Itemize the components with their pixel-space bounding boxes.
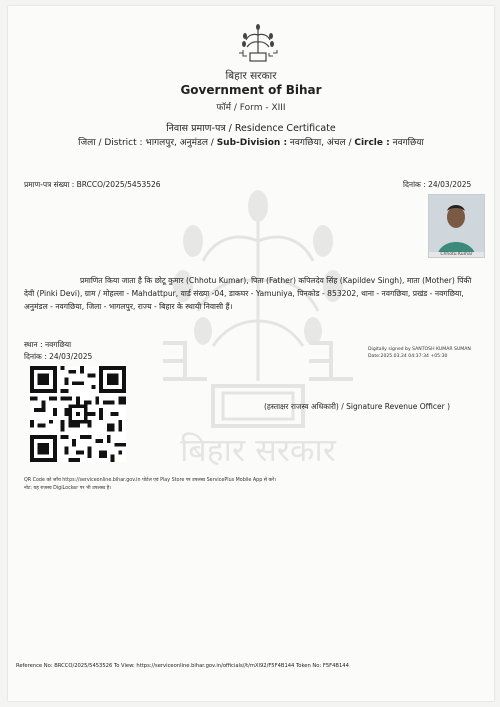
subdivision-label: Sub-Division : [216, 138, 288, 148]
footer-reference: Reference No: BRCCO/2025/5453526 To View: https://serviceonline.bihar.gov.in/officials//t/mXl92/F5F4B144 Token No: F5F4B144 [16, 663, 349, 669]
digital-signature [368, 346, 494, 360]
qr-code [30, 366, 126, 462]
subdivision-value: नवगछिया, अंचल / [287, 138, 355, 148]
certificate-title: निवास प्रमाण-पत्र / Residence Certificate [166, 123, 336, 134]
location-line [8, 135, 494, 148]
watermark-text: बिहार सरकार [180, 431, 336, 469]
title-hindi: बिहार सरकार [225, 70, 277, 82]
bihar-emblem-watermark [153, 181, 363, 471]
person-photo-icon [429, 195, 484, 257]
signature-designation: (हस्ताक्षर राजस्व अधिकारी) / Signature Revenue Officer ) [264, 402, 451, 411]
title-english: Government of Bihar [180, 83, 322, 97]
issue-date: दिनांक : 24/03/2025 [24, 352, 93, 361]
certificate-date: दिनांक : 24/03/2025 [403, 180, 472, 189]
circle-label: Circle : [354, 138, 390, 148]
district-label: जिला / District : [78, 138, 143, 148]
qr-note-line1: QR Code को जाँच https://serviceonline.bihar.gov.in पोर्टल एवं Play Store पर उपलब्ध ServicePlus Mobile App से करें। [24, 478, 277, 483]
photo-caption: Chhotu Kumar [429, 252, 484, 257]
qr-note-line2: नोट: यह राजस्व DigiLocker पर भी उपलब्ध है। [24, 485, 112, 491]
applicant-photo [428, 194, 485, 258]
issue-place: स्थान : नवगछिया [24, 340, 72, 349]
circle-value: नवगछिया [389, 138, 424, 148]
district-value: भागलपुर, अनुमंडल / [142, 138, 217, 148]
certificate-number: प्रमाण-पत्र संख्या : BRCCO/2025/5453526 [24, 180, 161, 189]
form-number: फॉर्म / Form - XIII [216, 103, 286, 113]
bihar-logo-icon [237, 23, 279, 65]
certificate-body: प्रमाणित किया जाता है कि छोटू कुमार (Chhotu Kumar), पिता (Father) कपिलदेव सिंह (Kapildev Singh), माता (Mother) पिंकी देवी (Pinki Devi), ग्राम / मोहल्ला - Mahdattpur, वार्ड संख्या -04, डाकघर - Yamuniya, पिनकोड - 853202, थाना - नवगछिया, प्रखंड - नवगछिया, अनुमंडल - नवगछिया, जिला - भागलपुर, राज्य - बिहार के स्थायी निवासी हैं। [24, 276, 472, 311]
signed-date: Date:2025.03.24 04:37:34 +05:30 [368, 354, 448, 359]
signed-by: Digitally signed by SANTOSH KUMAR SUMAN [368, 347, 471, 352]
certificate-page [8, 6, 494, 701]
qr-note [24, 477, 354, 492]
